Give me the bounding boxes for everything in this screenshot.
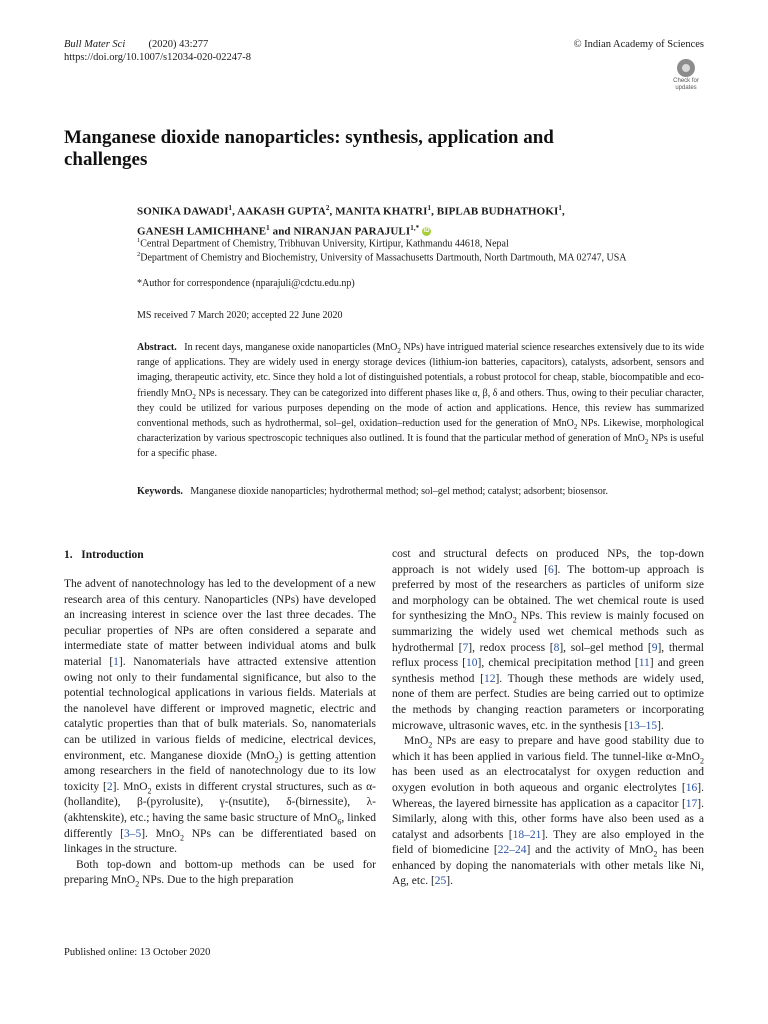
paragraph [392, 734, 704, 890]
subscript: 2 [699, 756, 704, 766]
text: ]. Similarly, along with this, other forms have also been used as a catalyst and adsorbents [ [392, 797, 704, 841]
citation-link[interactable]: 18–21 [512, 828, 542, 841]
text: ], sol–gel method [ [559, 641, 652, 654]
text: The advent of nanotechnology has led to the development of a new research area of this century. Nanoparticles (NPs) have developed an increasing interest in science over the last three decades. The peculiar properties of NPs are often considered a separate and intermediate state of matter between individual atoms and bulk material [ [64, 578, 376, 668]
paper-title: Manganese dioxide nanoparticles: synthesis, application and challenges [64, 127, 554, 170]
subscript: 2 [179, 832, 184, 842]
citation-link[interactable]: 11 [638, 657, 650, 670]
text: ]. Whereas, the layered birnessite has application as a capacitor [ [392, 781, 704, 810]
correspondence-note: *Author for correspondence (nparajuli@cdctu.edu.np) [137, 278, 355, 289]
affiliation-2 [137, 248, 712, 264]
text: ] and green synthesis method [ [392, 657, 704, 685]
journal-name: Bull Mater Sci [64, 39, 126, 50]
author-list: SONIKA DAWADI$^1$, AAKASH GUPTA$^2$, MANITA KHATRI$^1$, BIPLAB BUDHATHOKI$^1$, GANESH LAMICHHANE$^1$ and NIRANJAN $PARAJULI^{1,*}$ iD [137, 204, 565, 238]
doi-link[interactable]: https://doi.org/10.1007/s12034-020-02247-8 [64, 52, 252, 63]
citation-link[interactable]: 13–15 [628, 719, 658, 732]
affil-mark: 1 [137, 237, 141, 244]
citation-link[interactable]: 12 [483, 672, 496, 685]
citation-link[interactable]: 7 [462, 641, 469, 654]
citation-link[interactable]: 22–24 [497, 844, 527, 857]
text: Both top-down and bottom-up methods can be used for preparing MnO [64, 858, 376, 887]
keywords-text: Manganese dioxide nanoparticles; hydrothermal method; sol–gel method; catalyst; adsorbent; biosensor. [190, 486, 609, 497]
abstract [137, 340, 704, 462]
paragraph [392, 547, 704, 734]
check-for-updates-badge[interactable] [668, 59, 704, 95]
author-affil-mark: 1 [558, 204, 562, 212]
author-name: GANESH LAMICHHANE [137, 225, 267, 238]
affil-text: Central Department of Chemistry, Tribhuvan University, Kirtipur, Kathmandu 44618, Nepal [140, 238, 509, 250]
citation-link[interactable]: 6 [547, 563, 554, 576]
citation-link[interactable]: 3–5 [123, 827, 142, 840]
subscript: 2 [512, 615, 517, 625]
text: ]. Though these methods are widely used, none of them are perfect. Studies are being carried out to optimize the methods by changing reaction parameters or incorporating microwave, ultrasonic waves, etc. in the synthesis [ [392, 672, 704, 732]
text: NPs. This review is mainly focused on summarizing the widely used wet chemical methods such as hydrothermal [ [392, 610, 704, 654]
text: cost and structural defects on produced NPs, the top-down approach is not widely used [ [392, 548, 704, 576]
affil-mark: 2 [137, 251, 141, 258]
author-affil-mark: 1,* [410, 223, 420, 232]
citation-link[interactable]: 1 [113, 655, 119, 668]
author-affil-mark: 2 [325, 204, 330, 212]
author-name: NIRANJAN PARAJULI [293, 225, 411, 238]
citation-link[interactable]: 16 [685, 781, 698, 794]
author-affil-mark: 1 [228, 204, 233, 212]
text: , linked differently [ [64, 811, 376, 840]
author-name: AAKASH GUPTA [237, 205, 326, 218]
subscript: 2 [428, 740, 433, 750]
text: ]. Nanomaterials have attracted extensive attention owing not only to their fundamental significance, but also to the potential technological applications in various fields. Materials at the nanolevel have different or improved magnetic, electric and catalytic properties than that of bulk materials. So, nanomaterials can be utilized in various fields of medicine, electrical devices, environment, etc. Manganese dioxide (MnO [64, 655, 376, 762]
text: ]. MnO [112, 780, 148, 793]
abstract-text: NPs is necessary. They can be categorized into different phases like α, β, δ and others. Thus, owing to their peculiar character, they could be utilized for various purposes depending on the mode of action and applications. Hence, this review has summarized conventional methods, such as hydrothermal, sol–gel, oxidation–reduction used for the generation of MnO [137, 387, 704, 430]
keywords [137, 485, 704, 498]
journal-citation [64, 38, 208, 51]
keywords-label: Keywords. [137, 486, 183, 497]
text: ]. The bottom-up approach is preferred by most of the researchers as particles of uniform size and morphology can be obtained. The wet chemical route is used for synthesizing the MnO [392, 563, 704, 623]
subscript: 2 [274, 754, 279, 764]
text: ]. They are also employed in the field of biomedicine [ [392, 828, 704, 857]
text: has been used as an electrocatalyst for oxygen reduction and oxygen evolution in both aqueous and organic electrolytes [ [392, 766, 704, 794]
text: MnO [404, 735, 429, 748]
section-number: 1. [64, 549, 73, 561]
text: ]. [446, 875, 454, 888]
subscript: 2 [653, 849, 658, 859]
text: NPs are easy to prepare and have good stability due to which it has been applied in various field. The tunnel-like α-MnO [392, 735, 704, 763]
author-affil-mark: 1 [266, 223, 270, 232]
text: ], thermal reflux process [ [392, 641, 704, 670]
author-name: BIPLAB BUDHATHOKI [436, 205, 559, 218]
citation-link[interactable]: 25 [434, 875, 447, 888]
subscript: 2 [147, 786, 152, 796]
abstract-label: Abstract. [137, 342, 177, 353]
text: exists in different crystal structures, such as α-(hollandite), β-(pyrolusite), γ-(nsutite), δ-(birnessite), λ-(akhtenskite), etc.; having the same basic structure of MnO [64, 780, 376, 824]
body-column-right [392, 547, 704, 890]
volume-info: (2020) 43:277 [148, 39, 209, 50]
author-name: MANITA KHATRI [335, 205, 428, 218]
published-online-date: Published online: 13 October 2020 [64, 947, 211, 958]
author-name: SONIKA DAWADI [137, 205, 229, 218]
citation-link[interactable]: 10 [466, 657, 478, 670]
badge-text-line1: Check for [673, 78, 699, 84]
text: ) is getting attention among researchers in the field of nanotechnology due to its low toxicity [ [64, 749, 376, 793]
affil-text: Department of Chemistry and Biochemistry, University of Massachusetts Dartmouth, North Dartmouth, MA 02747, USA [140, 252, 627, 264]
section-heading [64, 548, 144, 563]
text: ]. [657, 719, 664, 732]
abstract-text: NPs is useful for a specific phase. [137, 433, 704, 460]
text: NPs. Due to the high preparation [139, 874, 294, 887]
text: NPs can be differentiated based on linkages in the structure. [64, 827, 377, 856]
subscript: 2 [397, 347, 401, 355]
text: ]. MnO [141, 827, 180, 840]
badge-text-line2: updates [675, 85, 697, 91]
citation-link[interactable]: 8 [553, 641, 560, 654]
abstract-text: NPs) have intrigued material science researches extensively due to its wide range of applications. They are widely used in energy storage devices (lithium-ion batteries, capacitors), catalysts, adsorbent, sensors and imaging, therapeutic activity, etc. Since they hold a lot of distinguished potentials, a robust protocol for cheap, stable, biocompatible and eco-friendly MnO [137, 342, 705, 399]
manuscript-dates: MS received 7 March 2020; accepted 22 June 2020 [137, 310, 343, 321]
paragraph [64, 577, 376, 858]
text: ] and the activity of MnO [526, 844, 654, 857]
author-affil-mark: 1 [427, 204, 432, 212]
text: ], chemical precipitation method [ [477, 657, 639, 670]
abstract-text: NPs. Likewise, morphological characterization by various spectroscopic techniques also outlined. It is found that the particular method of generation of MnO [137, 418, 704, 445]
publisher-copyright: © Indian Academy of Sciences [573, 39, 704, 50]
text: ], redox process [ [468, 641, 554, 654]
subscript: 2 [192, 392, 196, 401]
subscript: 2 [573, 423, 578, 432]
author-conjunction: and [272, 225, 291, 238]
citation-link[interactable]: 17 [685, 797, 698, 810]
body-column-left [64, 577, 376, 889]
subscript: 6 [337, 817, 342, 827]
subscript: 2 [644, 438, 649, 447]
paragraph [64, 858, 376, 889]
orcid-icon[interactable]: iD [423, 228, 430, 235]
citation-link[interactable]: 9 [651, 641, 658, 654]
citation-link[interactable]: 2 [106, 780, 113, 793]
section-title: Introduction [81, 549, 144, 561]
check-updates-icon [677, 59, 695, 77]
subscript: 2 [135, 879, 140, 889]
abstract-text: In recent days, manganese oxide nanoparticles (MnO [184, 342, 398, 353]
text: has been enhanced by doping the nanomaterials with other metals like Ni, Ag, etc. [ [392, 844, 704, 888]
